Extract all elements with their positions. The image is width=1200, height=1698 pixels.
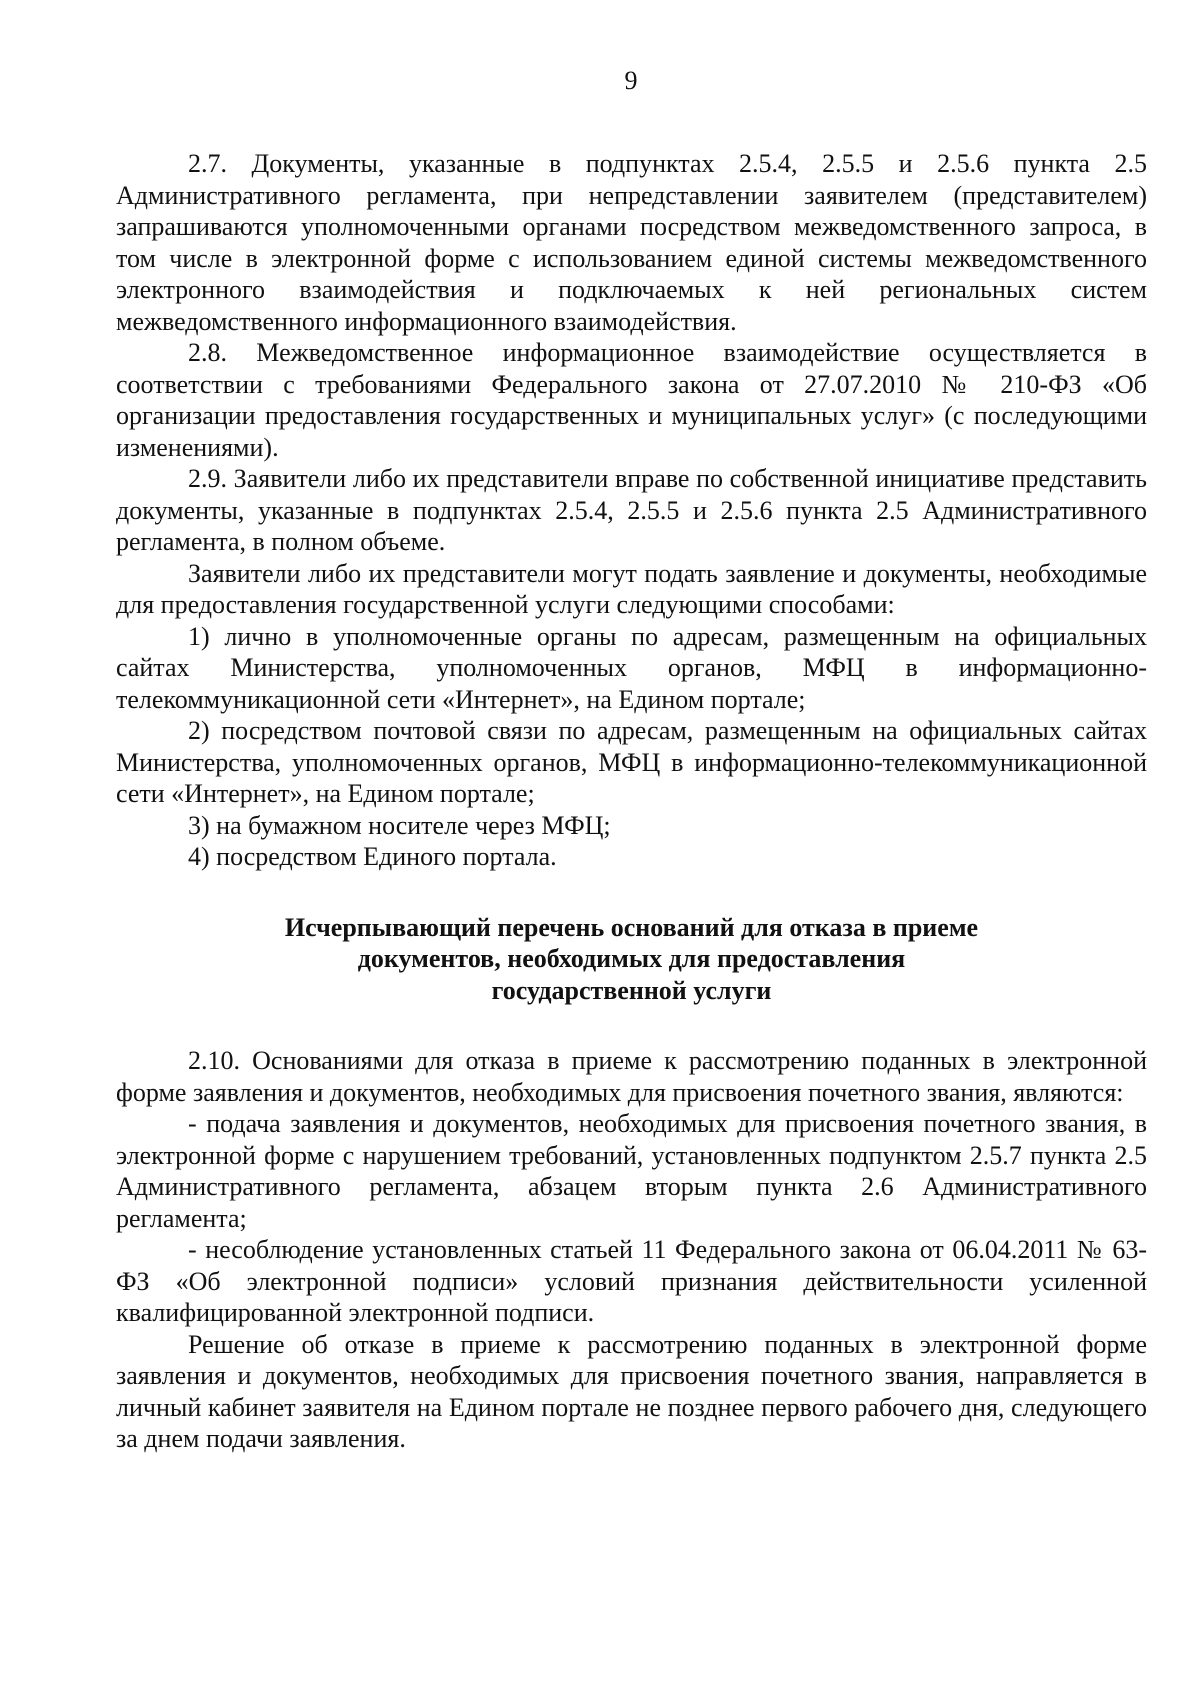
- section-title-line-2: документов, необходимых для предоставления: [357, 944, 906, 973]
- refusal-reason-1: - подача заявления и документов, необходимых для присвоения почетного звания, в электронной форме с нарушением требований, установленных подпунктом 2.5.7 пункта 2.5 Административного регламента, абзацем вторым пункта 2.6 Административного регламента;: [116, 1109, 1147, 1233]
- paragraph-2-9: 2.9. Заявители либо их представители вправе по собственной инициативе представить документы, указанные в подпунктах 2.5.4, 2.5.5 и 2.5.6 пункта 2.5 Административного регламента, в полном объеме.: [116, 464, 1147, 556]
- list-item-3: 3) на бумажном носителе через МФЦ;: [188, 810, 611, 840]
- section-title-line-1: Исчерпывающий перечень оснований для отказа в приеме: [284, 912, 979, 942]
- paragraph-2-10: 2.10. Основаниями для отказа в приеме к рассмотрению поданных в электронной форме заявления и документов, необходимых для присвоения почетного звания, являются:: [116, 1046, 1147, 1107]
- list-item-4: 4) посредством Единого портала.: [188, 842, 557, 871]
- paragraph-2-8: 2.8. Межведомственное информационное взаимодействие осуществляется в соответствии с требованиями Федерального закона от 27.07.2010 № 210-ФЗ «Об организации предоставления государственных и муниципальных услуг» (с последующими изменениями).: [116, 338, 1147, 462]
- list-item-1: 1) лично в уполномоченные органы по адресам, размещенным на официальных сайтах Министерства, уполномоченных органов, МФЦ в информационно-телекоммуникационной сети «Интернет», на Едином портале;: [116, 621, 1147, 714]
- paragraph-2-7: 2.7. Документы, указанные в подпунктах 2.5.4, 2.5.5 и 2.5.6 пункта 2.5 Административного регламента, при непредставлении заявителем (представителем) запрашиваются уполномоченными органами посредством межведомственного запроса, в том числе в электронной форме с использованием единой системы межведомственного электронного взаимодействия и подключаемых к ней региональных систем межведомственного информационного взаимодействия.: [116, 149, 1147, 336]
- page-number: 9: [624, 66, 638, 95]
- refusal-reason-2: - несоблюдение установленных статьей 11 Федерального закона от 06.04.2011 № 63-ФЗ «Об электронной подписи» условий признания действительности усиленной квалифицированной электронной подписи.: [116, 1235, 1147, 1327]
- list-item-2: 2) посредством почтовой связи по адресам, размещенным на официальных сайтах Министерства, уполномоченных органов, МФЦ в информационно-телекоммуникационной сети «Интернет», на Едином портале;: [116, 716, 1147, 808]
- document-body: [116, 148, 1147, 1455]
- section-title-line-3: государственной услуги: [491, 975, 772, 1005]
- refusal-decision-paragraph: Решение об отказе в приеме к рассмотрению поданных в электронной форме заявления и документов, необходимых для присвоения почетного звания, направляется в личный кабинет заявителя на Едином портале не позднее первого рабочего дня, следующего за днем подачи заявления.: [116, 1329, 1147, 1453]
- paragraph-submission-methods: Заявители либо их представители могут подать заявление и документы, необходимые для предоставления государственной услуги следующими способами:: [116, 558, 1147, 619]
- section-title: [116, 912, 1147, 1007]
